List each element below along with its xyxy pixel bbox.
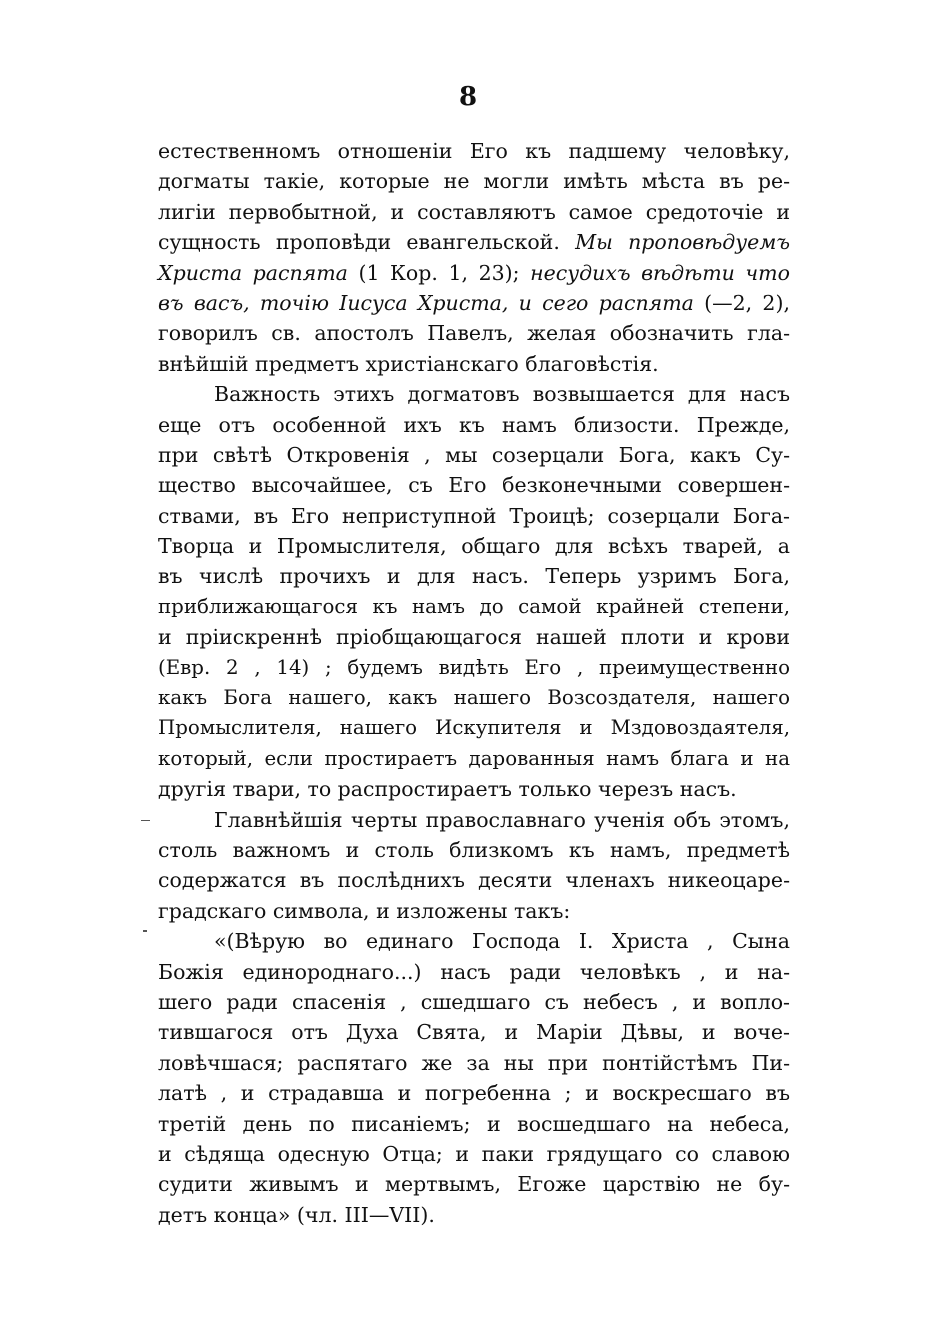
text-line: шего ради спасенія , сшедшаго съ небесъ , и вопло- [158,989,790,1014]
text-line: говорилъ св. апостолъ Павелъ, желая обозначить гла- [158,321,790,346]
text-line: при свѣтѣ Откровенія , мы созерцали Бога, какъ Су- [158,442,790,467]
text-line: судити живымъ и мертвымъ, Егоже царствію не бу- [158,1172,790,1197]
text-line: естественномъ отношеніи Его къ падшему человѣку, [158,139,790,163]
text-line: и пріискреннѣ пріобщающагося нашей плоти и крови [158,625,790,650]
text-line: который, если простираетъ дарованныя намъ блага и на [158,746,790,770]
page-number: 8 [458,82,478,112]
text-line: градскаго символа, и изложены такъ: [158,898,571,923]
italic-quote: въ васъ, точію Іисуса Христа, и сего распята [158,290,694,315]
text-line: другія твари, то распростираетъ только черезъ насъ. [158,777,737,802]
margin-speck [141,820,150,821]
scripture-reference: (—2, 2), [704,290,790,315]
text-line: лигіи первобытной, и составляютъ самое средоточіе и [158,199,790,224]
text-line: Творца и Промыслителя, общаго для всѣхъ тварей, а [158,534,790,559]
text-line: въ числѣ прочихъ и для насъ. Теперь узримъ Бога, [158,564,790,589]
text-line: ловѣчшася; распятаго же за ны при понтійстѣмъ Пи- [158,1050,790,1075]
text-line: приближающагося къ намъ до самой крайней степени, [158,594,790,618]
text-line: внѣйшій предметъ христіанскаго благовѣстія. [158,351,659,376]
text-line: и сѣдяща одесную Отца; и паки грядущаго со славою [158,1141,790,1166]
text-line: тившагося отъ Духа Свята, и Маріи Дѣвы, и воче- [158,1020,790,1045]
italic-quote: Христа распята [158,260,348,285]
text-segment: сущность проповѣди евангельской. [158,230,560,255]
text-line: «(Вѣрую во единаго Господа І. Христа , Сына [214,929,790,954]
text-line-mixed [158,288,790,318]
text-line: Главнѣйшія черты православнаго ученія объ этомъ, [214,807,790,832]
text-line: латѣ , и страдавша и погребенна ; и воскресшаго въ [158,1081,790,1106]
text-line: Промыслителя, нашего Искупителя и Мздовоздаятеля, [158,716,790,740]
italic-quote: несудихъ вѣдѣти что [530,260,790,285]
text-line: детъ конца» (чл. III—VII). [158,1202,435,1227]
text-line-mixed [158,227,790,257]
body-text [158,136,790,1230]
scripture-reference: (1 Кор. 1, 23); [358,260,520,285]
text-line: еще отъ особенной ихъ къ намъ близости. Прежде, [158,412,790,437]
margin-speck [143,930,147,932]
text-line: Божія единороднаго...) насъ ради человѣкъ , и на- [158,959,790,984]
text-line: щество высочайшее, съ Его безконечными совершен- [158,473,790,498]
text-line: догматы такіе, которые не могли имѣть мѣста въ ре- [158,169,790,194]
italic-quote: Мы проповѣдуемъ [575,230,790,255]
text-line: столь важномъ и столь близкомъ къ намъ, предметѣ [158,837,790,862]
text-line: Важность этихъ догматовъ возвышается для насъ [214,382,790,407]
text-line: (Евр. 2 , 14) ; будемъ видѣть Его , преимущественно [158,655,790,679]
text-line: ствами, въ Его неприступной Троицѣ; созерцали Бога- [158,503,790,528]
text-line-mixed [158,258,790,288]
text-line: какъ Бога нашего, какъ нашего Возсоздателя, нашего [158,686,790,710]
text-line: содержатся въ послѣднихъ десяти членахъ никеоцаре- [158,868,790,893]
text-line: третій день по писаніемъ; и восшедшаго на небеса, [158,1111,790,1136]
